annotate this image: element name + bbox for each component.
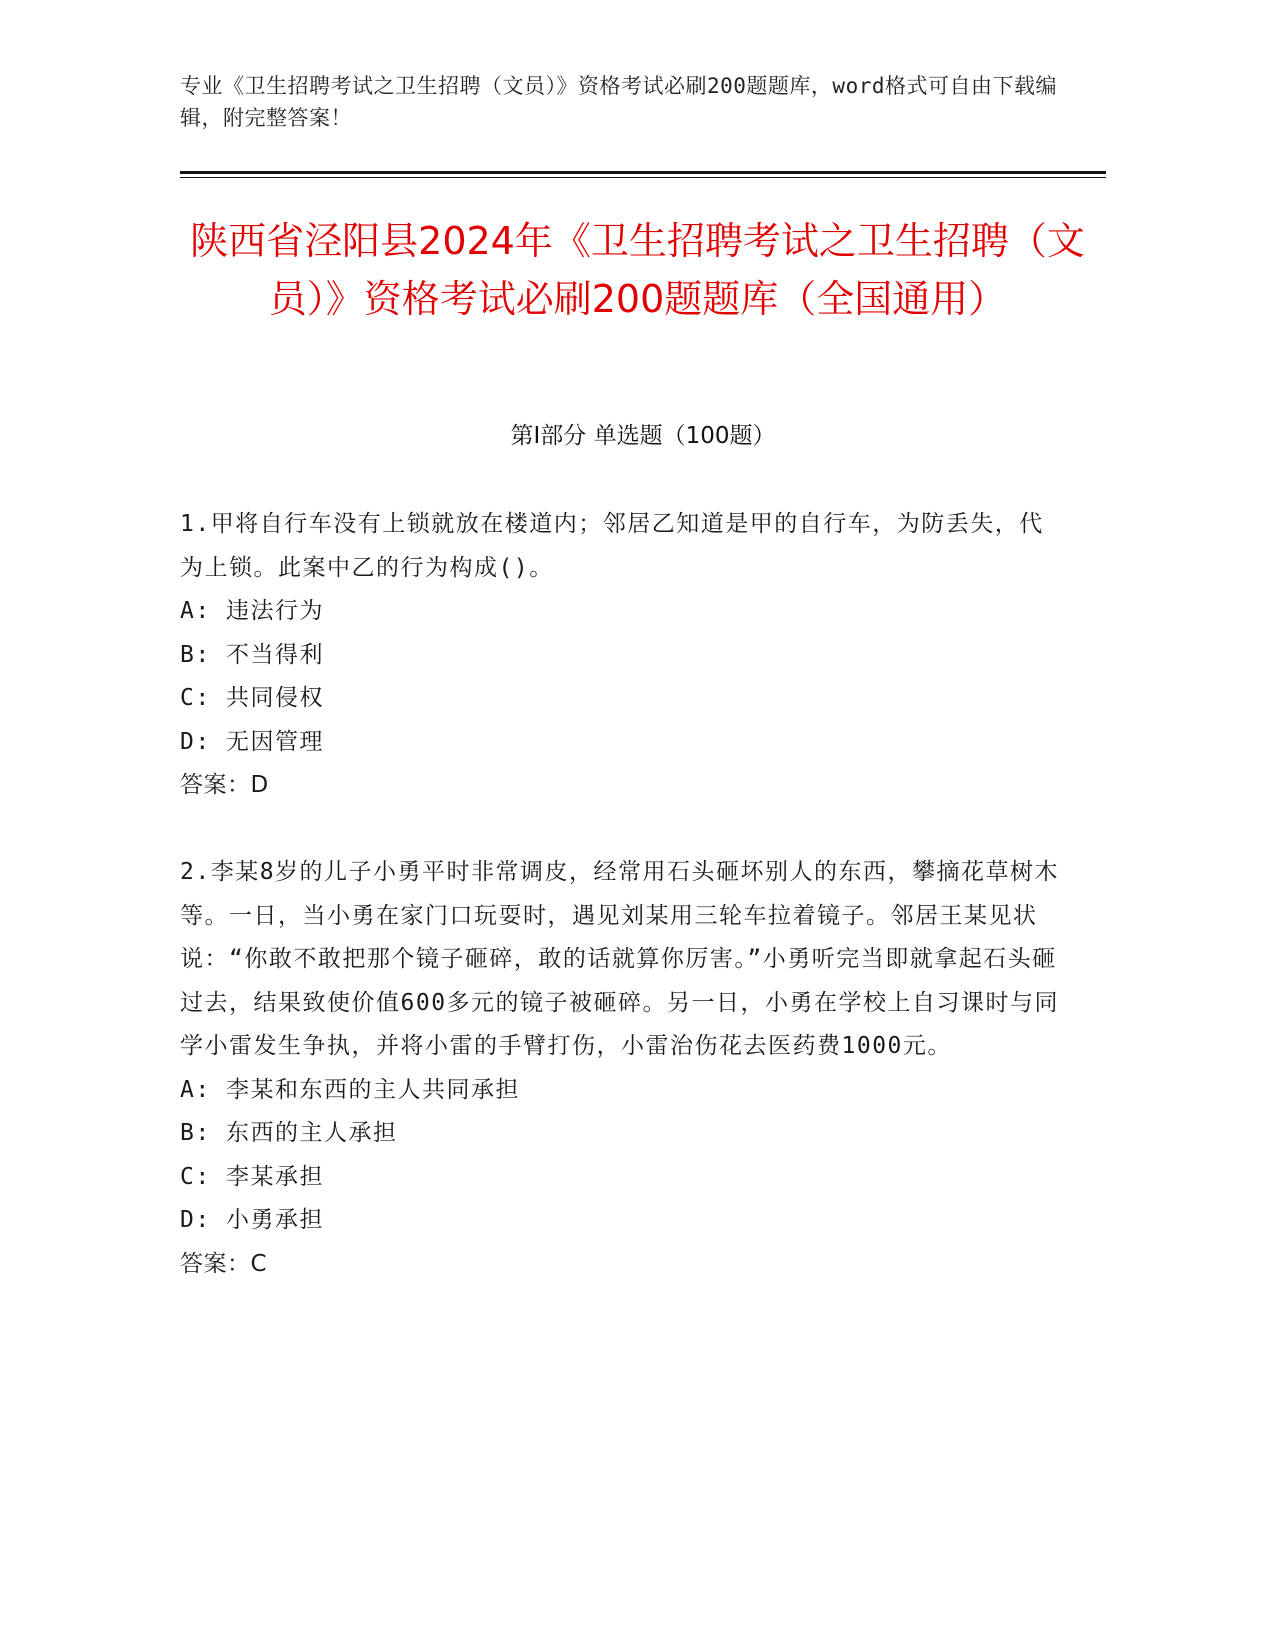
question-2	[180, 851, 1060, 1286]
header-divider-thin	[180, 177, 1106, 178]
option-b: B: 不当得利	[180, 641, 325, 668]
question-stem: 1.甲将自行车没有上锁就放在楼道内；邻居乙知道是甲的自行车，为防丢失，代为上锁。此案中乙的行为构成()。	[180, 511, 1044, 581]
question-stem: 2.李某8岁的儿子小勇平时非常调皮，经常用石头砸坏别人的东西，攀摘花草树木等。一日，当小勇在家门口玩耍时，遇见刘某用三轮车拉着镜子。邻居王某见状说：“你敢不敢把那个镜子砸碎，敢的话就算你厉害。”小勇听完当即就拿起石头砸过去，结果致使价值600多元的镜子被砸碎。另一日，小勇在学校上自习课时与同学小雷发生争执，并将小雷的手臂打伤，小雷治伤花去医药费1000元。	[180, 859, 1060, 1059]
option-d: D: 小勇承担	[180, 1207, 325, 1233]
option-d: D: 无因管理	[180, 728, 325, 755]
question-1	[180, 503, 1060, 808]
answer-label: 答案：D	[180, 772, 269, 798]
header-note: 专业《卫生招聘考试之卫生招聘（文员）》资格考试必刷200题题库，word格式可自由下载编辑，附完整答案！	[180, 74, 1057, 130]
option-b: B: 东西的主人承担	[180, 1120, 398, 1146]
document-title: 陕西省泾阳县2024年《卫生招聘考试之卫生招聘（文员）》资格考试必刷200题题库（全国通用）	[190, 219, 1085, 321]
option-c: C: 李某承担	[180, 1163, 325, 1190]
answer-label: 答案：C	[180, 1250, 268, 1277]
option-a: A: 违法行为	[180, 598, 325, 624]
section-heading: 第I部分 单选题（100题）	[510, 423, 776, 449]
header-divider-thick	[180, 171, 1106, 174]
option-a: A: 李某和东西的主人共同承担	[180, 1076, 521, 1103]
option-c: C: 共同侵权	[180, 685, 325, 711]
